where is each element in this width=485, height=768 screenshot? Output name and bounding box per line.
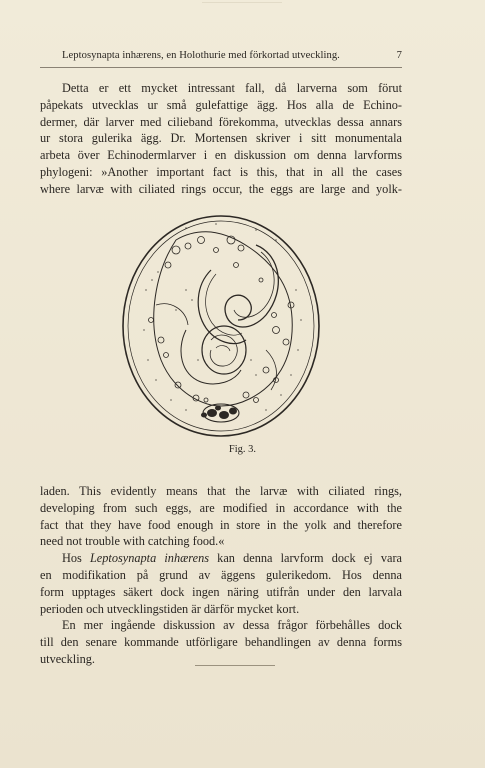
text-segment: kan denna larvform dock ej vara	[209, 551, 402, 566]
paragraph-1	[40, 80, 402, 198]
text-line: developing from such eggs, are modified in accordance with the	[40, 500, 402, 515]
text-line: arbeta över Echinodermlarver i en diskussion om denna larvforms	[40, 148, 402, 163]
text-line: en modifikation på grund av äggens gulerikedom. Hos denna	[40, 567, 402, 582]
text-line: till den senare kommande utförligare behandlingen av denna forms	[40, 635, 402, 650]
text-segment: Hos	[62, 551, 90, 566]
text-line: ur stora gulerika ägg. Dr. Mortensen skriver i sitt monumentala	[40, 131, 402, 146]
text-line: dermer, där larver med cilieband förekomma, utvecklas dessa annars	[40, 114, 402, 129]
text-line: perioden och utvecklingstiden är därför mycket kort.	[40, 601, 300, 616]
text-line: utveckling.	[40, 651, 95, 666]
text-line: laden. This evidently means that the larvæ with ciliated rings,	[40, 484, 402, 498]
page-top-mark	[202, 2, 282, 11]
end-rule	[195, 665, 275, 666]
figure-caption: Fig. 3.	[228, 444, 257, 455]
text-line: form upptages säkert dock ingen näring utifrån under den larvala	[40, 584, 402, 599]
text-line: fact that they have food enough in store in the yolk and therefore	[40, 517, 402, 532]
text-line: need not trouble with catching food.«	[40, 534, 225, 549]
text-line: påpekats utvecklas ur små gulefattige ägg. Hos alla de Echino-	[40, 97, 402, 112]
text-line: phylogeni: »Another important fact is this, that in all the cases	[40, 164, 402, 179]
text-line: Detta er ett mycket intressant fall, då larverna som förut	[62, 81, 402, 95]
running-head	[62, 50, 402, 64]
text-line: where larvæ with ciliated rings occur, the eggs are large and yolk-	[40, 181, 402, 196]
page-number: 7	[396, 50, 402, 61]
text-line	[40, 550, 402, 567]
larva-illustration	[116, 210, 326, 442]
text-line: En mer ingående diskussion av dessa frågor förbehålles dock	[62, 618, 402, 633]
running-head-title: Leptosynapta inhærens, en Holothurie med förkortad utveckling.	[62, 50, 340, 61]
header-rule	[40, 67, 402, 68]
paragraph-2	[40, 483, 402, 668]
taxon-name: Leptosynapta inhærens	[89, 551, 210, 566]
